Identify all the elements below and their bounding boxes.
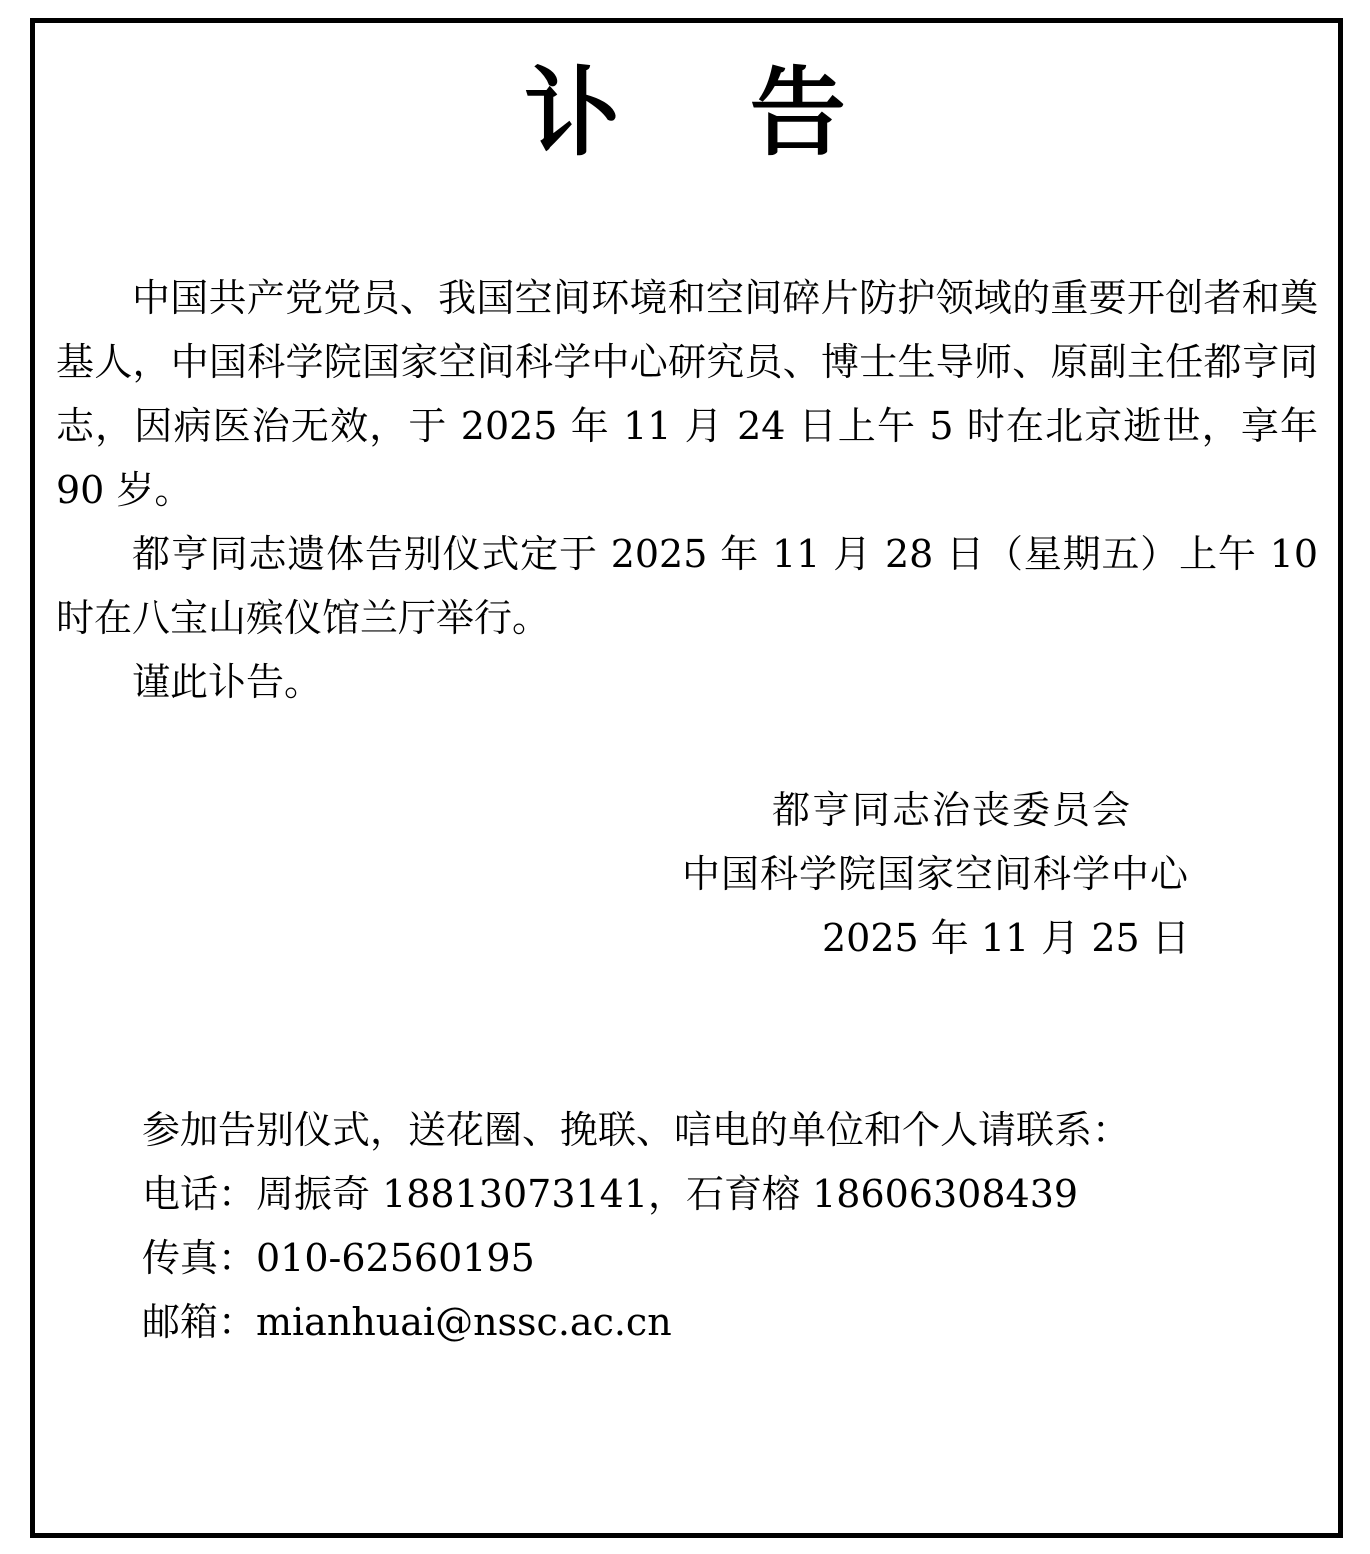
signature-organization: 中国科学院国家空间科学中心 (682, 852, 1190, 896)
paragraph-announcement: 中国共产党党员、我国空间环境和空间碎片防护领域的重要开创者和奠基人，中国科学院国家空间科学中心研究员、博士生导师、原副主任都亨同志，因病医治无效，于 2025 年 11 月 24 日上午 5 时在北京逝世，享年 90 岁。 (56, 276, 1318, 512)
document-title: 讣 告 (524, 57, 894, 169)
paragraph-farewell-ceremony: 都亨同志遗体告别仪式定于 2025 年 11 月 28 日（星期五）上午 10 时在八宝山殡仪馆兰厅举行。 (56, 532, 1318, 640)
obituary-body (56, 266, 1318, 714)
signature-committee: 都亨同志治丧委员会 (772, 788, 1133, 832)
signature-date: 2025 年 11 月 25 日 (822, 916, 1190, 960)
contact-email: 邮箱：mianhuai@nssc.ac.cn (142, 1300, 672, 1344)
contact-intro: 参加告别仪式，送花圈、挽联、唁电的单位和个人请联系： (142, 1108, 1131, 1152)
contact-phone: 电话：周振奇 18813073141，石育榕 18606308439 (142, 1172, 1079, 1216)
paragraph-closing: 谨此讣告。 (132, 660, 323, 704)
contact-fax: 传真：010-62560195 (142, 1236, 535, 1280)
